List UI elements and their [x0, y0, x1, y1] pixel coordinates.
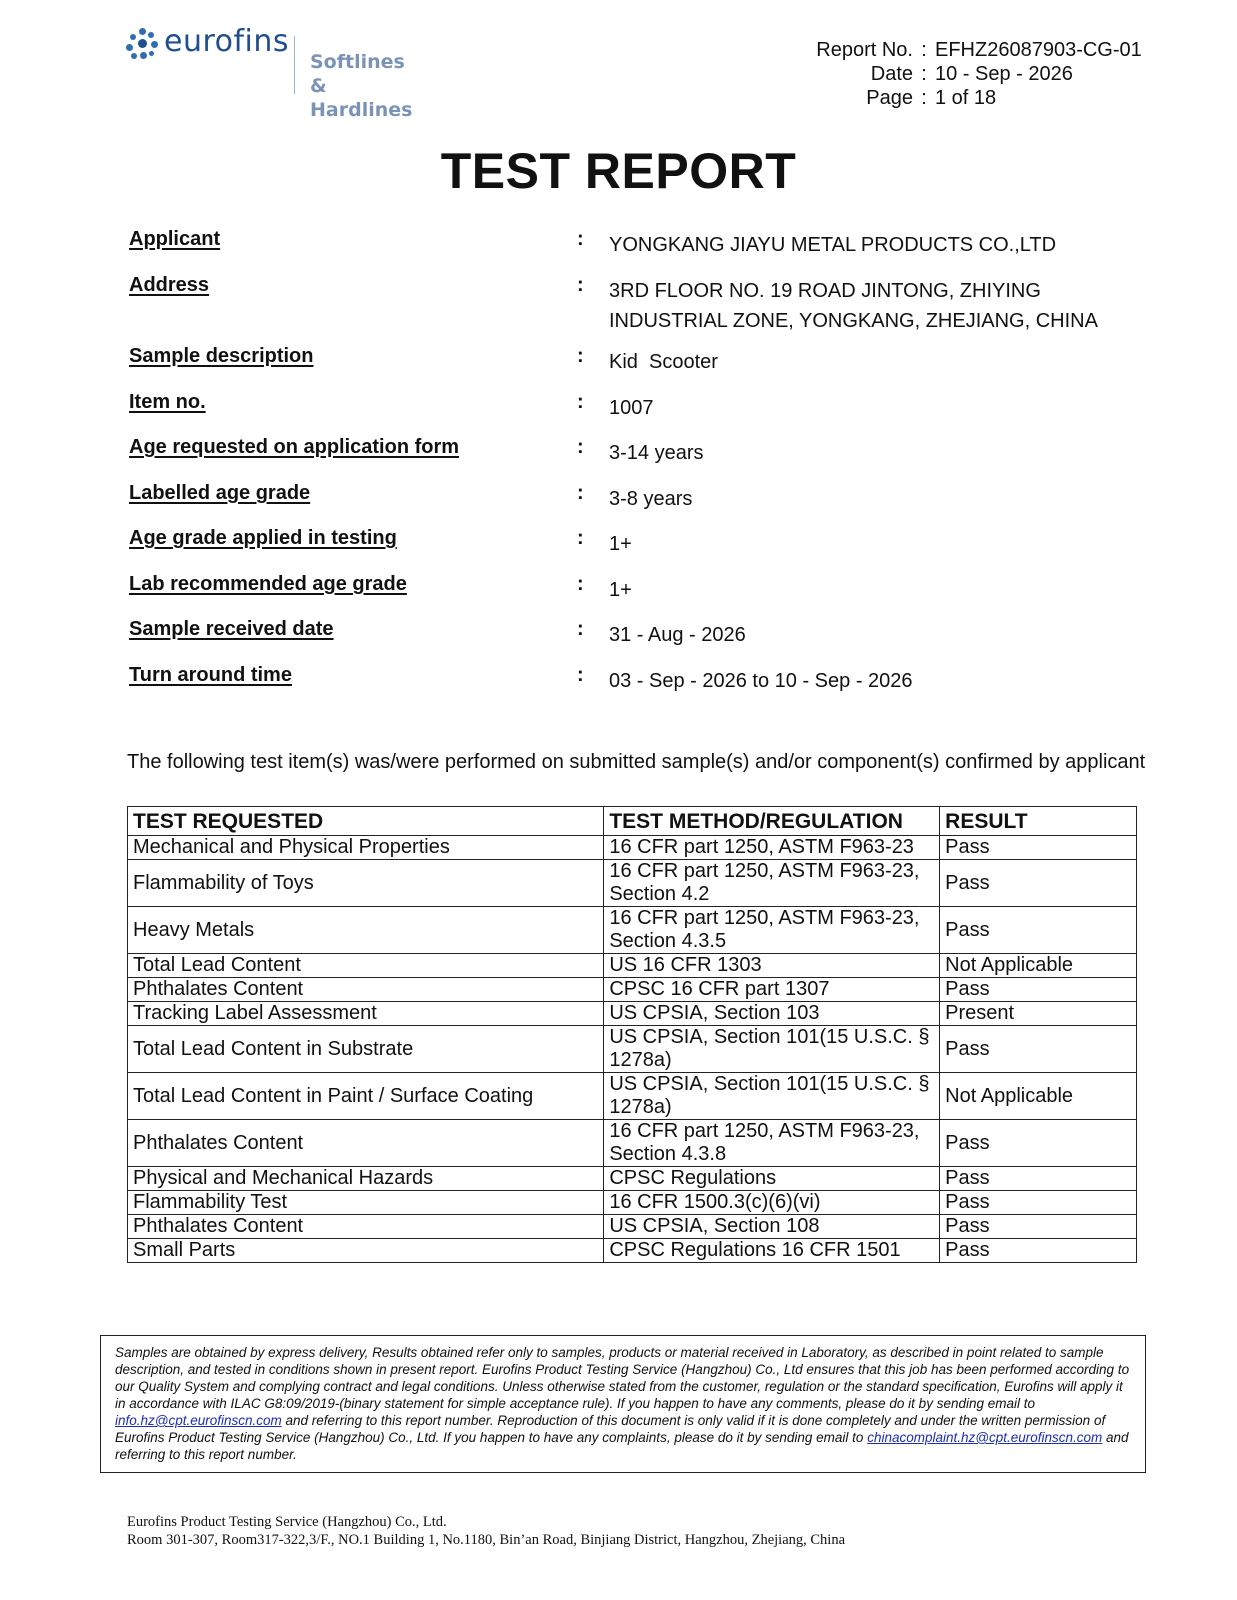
info-label: Age grade applied in testing	[129, 527, 397, 549]
cell-test-requested: Flammability of Toys	[128, 860, 604, 907]
table-row	[128, 1073, 1137, 1120]
cell-test-requested: Phthalates Content	[128, 1215, 604, 1239]
report-no-value: EFHZ26087903-CG-01	[935, 39, 1142, 61]
cell-test-requested: Small Parts	[128, 1239, 604, 1263]
cell-test-requested: Phthalates Content	[128, 1120, 604, 1167]
table-row	[128, 860, 1137, 907]
cell-test-requested: Flammability Test	[128, 1191, 604, 1215]
cell-test-method: US 16 CFR 1303	[604, 954, 940, 978]
date-label: Date	[870, 63, 913, 85]
info-value: 03 - Sep - 2026 to 10 - Sep - 2026	[609, 670, 913, 692]
info-row-labelled-age: Labelled age grade : 3-8 years	[129, 482, 1149, 514]
info-label: Lab recommended age grade	[129, 573, 407, 595]
date-value: 10 - Sep - 2026	[935, 63, 1073, 85]
info-row-received-date: Sample received date : 31 - Aug - 2026	[129, 618, 1149, 650]
page-title: TEST REPORT	[440, 143, 797, 199]
info-row-applicant: Applicant : YONGKANG JIAYU METAL PRODUCTS CO.,LTD	[129, 228, 1149, 260]
cell-result: Pass	[940, 1026, 1137, 1073]
table-row	[128, 954, 1137, 978]
report-meta	[800, 38, 1142, 110]
date-row: Date : 10 - Sep - 2026	[800, 62, 1142, 86]
cell-test-method: US CPSIA, Section 108	[604, 1215, 940, 1239]
cell-result: Pass	[940, 978, 1137, 1002]
footer-address	[127, 1513, 845, 1549]
info-label: Sample description	[129, 345, 314, 367]
cell-test-requested: Tracking Label Assessment	[128, 1002, 604, 1026]
cell-result: Pass	[940, 907, 1137, 954]
complaint-email-link[interactable]: chinacomplaint.hz@cpt.eurofinscn.com	[867, 1430, 1103, 1445]
results-table	[127, 806, 1137, 1263]
info-value: 3-8 years	[609, 488, 693, 510]
table-row	[128, 1167, 1137, 1191]
table-row	[128, 1120, 1137, 1167]
info-row-turnaround: Turn around time : 03 - Sep - 2026 to 10 - Sep - 2026	[129, 664, 1149, 696]
cell-test-requested: Mechanical and Physical Properties	[128, 836, 604, 860]
page-label: Page	[866, 87, 913, 109]
logo-division: Softlines & Hardlines	[310, 51, 413, 121]
info-row-age-applied: Age grade applied in testing : 1+	[129, 527, 1149, 559]
cell-test-method: US CPSIA, Section 101(15 U.S.C. § 1278a)	[604, 1073, 940, 1120]
cell-result: Not Applicable	[940, 954, 1137, 978]
info-label: Item no.	[129, 391, 206, 413]
info-email-link[interactable]: info.hz@cpt.eurofinscn.com	[115, 1413, 282, 1428]
disclaimer-text: and referring to this report number. Reproduction of this document is only valid if it is done completely and under the written permission of Eurofins Product Testing Service (Hangzhou) Co., Ltd. If you happen to have any complaints, please do it by sending email to	[115, 1413, 1106, 1445]
table-row	[128, 1191, 1137, 1215]
table-row	[128, 907, 1137, 954]
table-row	[128, 836, 1137, 860]
results-table-body	[128, 836, 1137, 1263]
info-value: YONGKANG JIAYU METAL PRODUCTS CO.,LTD	[609, 234, 1057, 256]
header-test-method: TEST METHOD/REGULATION	[604, 807, 940, 836]
info-label: Applicant	[129, 228, 221, 250]
cell-result: Not Applicable	[940, 1073, 1137, 1120]
table-header-row	[128, 807, 1137, 836]
disclaimer-text: and referring to this report number.	[115, 1430, 1129, 1462]
cell-result: Pass	[940, 1215, 1137, 1239]
info-row-lab-age: Lab recommended age grade : 1+	[129, 573, 1149, 605]
page-value: 1 of 18	[935, 87, 997, 109]
cell-test-method: 16 CFR part 1250, ASTM F963-23, Section 4.3.5	[604, 907, 940, 954]
eurofins-logo	[126, 24, 426, 121]
info-value: 3-14 years	[609, 442, 704, 464]
info-label: Age requested on application form	[129, 436, 460, 458]
cell-test-method: US CPSIA, Section 103	[604, 1002, 940, 1026]
table-row	[128, 1026, 1137, 1073]
cell-test-method: 16 CFR part 1250, ASTM F963-23	[604, 836, 940, 860]
cell-test-requested: Total Lead Content in Paint / Surface Coating	[128, 1073, 604, 1120]
cell-test-method: CPSC Regulations 16 CFR 1501	[604, 1239, 940, 1263]
eurofins-dots-icon	[126, 28, 160, 62]
intro-text: The following test item(s) was/were performed on submitted sample(s) and/or component(s) confirmed by applicant	[127, 751, 1146, 773]
header-test-requested: TEST REQUESTED	[128, 807, 604, 836]
cell-test-method: CPSC 16 CFR part 1307	[604, 978, 940, 1002]
info-value: 3RD FLOOR NO. 19 ROAD JINTONG, ZHIYING INDUSTRIAL ZONE, YONGKANG, ZHEJIANG, CHINA	[609, 280, 1098, 332]
info-value: 1007	[609, 397, 654, 419]
cell-test-requested: Total Lead Content	[128, 954, 604, 978]
cell-result: Pass	[940, 1239, 1137, 1263]
table-row	[128, 1215, 1137, 1239]
info-value: Kid Scooter	[609, 351, 718, 373]
cell-test-method: CPSC Regulations	[604, 1167, 940, 1191]
cell-test-requested: Physical and Mechanical Hazards	[128, 1167, 604, 1191]
header-result: RESULT	[940, 807, 1137, 836]
logo-name: eurofins	[164, 24, 290, 59]
cell-result: Pass	[940, 836, 1137, 860]
page-row: Page : 1 of 18	[800, 86, 1142, 110]
cell-test-method: 16 CFR part 1250, ASTM F963-23, Section 4.2	[604, 860, 940, 907]
info-value: 1+	[609, 579, 632, 601]
info-row-address: Address : 3RD FLOOR NO. 19 ROAD JINTONG, ZHIYING INDUSTRIAL ZONE, YONGKANG, ZHEJIANG, CHINA	[129, 274, 1149, 336]
cell-test-requested: Heavy Metals	[128, 907, 604, 954]
report-no-label: Report No.	[816, 39, 913, 61]
info-label: Turn around time	[129, 664, 292, 686]
cell-result: Present	[940, 1002, 1137, 1026]
info-value: 1+	[609, 533, 632, 555]
info-label: Address	[129, 274, 210, 296]
info-label: Sample received date	[129, 618, 334, 640]
cell-test-method: 16 CFR part 1250, ASTM F963-23, Section 4.3.8	[604, 1120, 940, 1167]
info-row-age-requested: Age requested on application form : 3-14 years	[129, 436, 1149, 468]
cell-test-method: 16 CFR 1500.3(c)(6)(vi)	[604, 1191, 940, 1215]
cell-test-method: US CPSIA, Section 101(15 U.S.C. § 1278a)	[604, 1026, 940, 1073]
footer-address-line: Room 301-307, Room317-322,3/F., NO.1 Building 1, No.1180, Bin’an Road, Binjiang District, Hangzhou, Zhejiang, China	[127, 1532, 846, 1548]
table-row	[128, 1002, 1137, 1026]
info-label: Labelled age grade	[129, 482, 311, 504]
table-row	[128, 1239, 1137, 1263]
cell-test-requested: Total Lead Content in Substrate	[128, 1026, 604, 1073]
cell-result: Pass	[940, 860, 1137, 907]
info-row-sample-description: Sample description : Kid Scooter	[129, 345, 1149, 377]
cell-test-requested: Phthalates Content	[128, 978, 604, 1002]
footer-company: Eurofins Product Testing Service (Hangzhou) Co., Ltd.	[127, 1514, 447, 1530]
table-row	[128, 978, 1137, 1002]
cell-result: Pass	[940, 1191, 1137, 1215]
cell-result: Pass	[940, 1120, 1137, 1167]
report-no-row: Report No. : EFHZ26087903-CG-01	[800, 38, 1142, 62]
disclaimer-box	[100, 1335, 1146, 1473]
disclaimer-text: Samples are obtained by express delivery, Results obtained refer only to samples, products or material received in Laboratory, as described in point related to sample description, and tested in conditions shown in present report. Eurofins Product Testing Service (Hangzhou) Co., Ltd ensures that this job has been performed according to our Quality System and complying contract and legal conditions. Unless otherwise stated from the customer, regulation or the standard specification, Eurofins will apply it in accordance with ILAC G8:09/2019-(binary statement for simple acceptance rule). If you happen to have any comments, please do it by sending email to	[115, 1345, 1130, 1411]
logo-divider	[294, 36, 295, 94]
cell-result: Pass	[940, 1167, 1137, 1191]
info-row-item-no: Item no. : 1007	[129, 391, 1149, 423]
info-value: 31 - Aug - 2026	[609, 624, 746, 646]
